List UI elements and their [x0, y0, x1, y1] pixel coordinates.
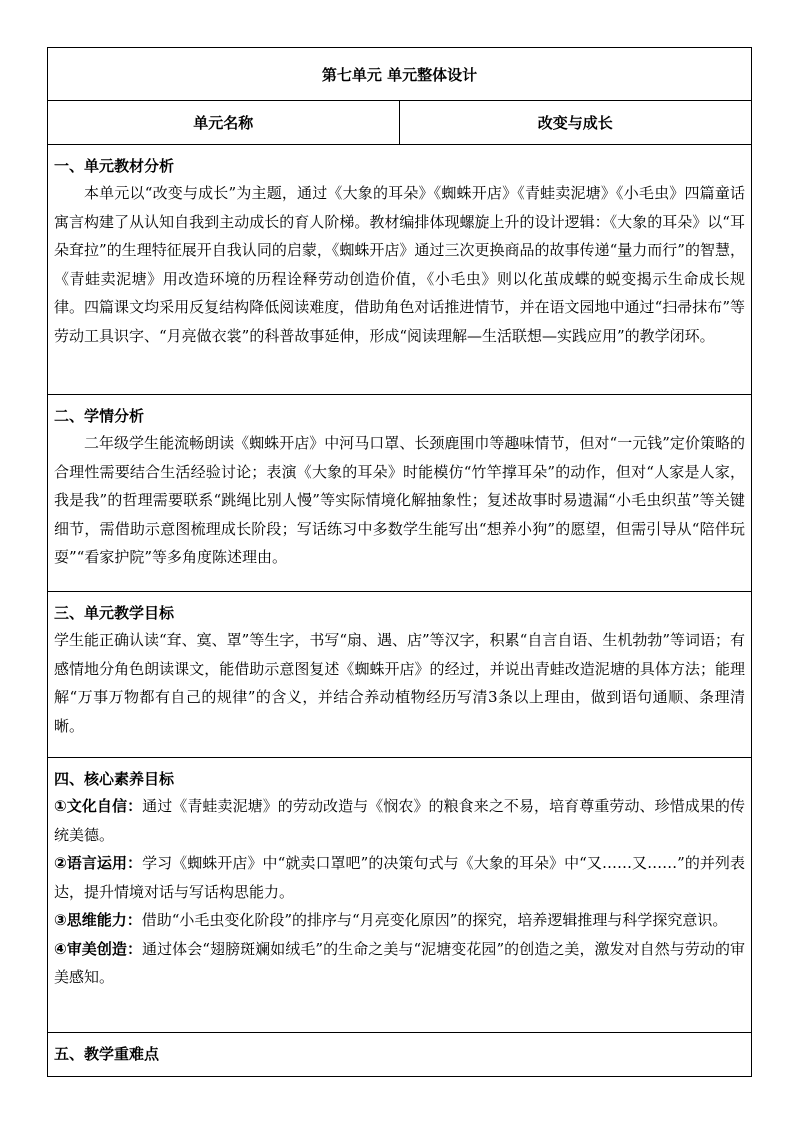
section-core-literacy: [48, 758, 751, 1033]
unit-name-label: 单元名称: [48, 101, 400, 144]
section-heading: 三、单元教学目标: [54, 604, 175, 622]
section-text: 本单元以“改变与成长”为主题，通过《大象的耳朵》《蜘蛛开店》《青蛙卖泥塘》《小毛虫》四篇童话寓言构建了从认知自我到主动成长的育人阶梯。教材编排体现螺旋上升的设计逻辑：《大象的耳朵》以“耳朵耷拉”的生理特征展开自我认同的启蒙，《蜘蛛开店》通过三次更换商品的故事传递“量力而行”的智慧，《青蛙卖泥塘》用改造环境的历程诠释劳动创造价值，《小毛虫》则以化茧成蝶的蜕变揭示生命成长规律。四篇课文均采用反复结构降低阅读难度，借助角色对话推进情节，并在语文园地中通过“扫帚抹布”等劳动工具识字、“月亮做衣裳”的科普故事延伸，形成“阅读理解—生活联想—实践应用”的教学闭环。: [54, 184, 745, 345]
section-heading: 二、学情分析: [54, 407, 145, 425]
section-heading: 五、教学重难点: [54, 1045, 160, 1063]
core-item-2: [54, 849, 745, 906]
design-table: [47, 47, 752, 1077]
core-item-label: ④审美创造：: [54, 939, 143, 958]
core-item-label: ②语言运用：: [54, 854, 143, 872]
core-item-text: 通过《青蛙卖泥塘》的劳动改造与《悯农》的粮食来之不易，培育尊重劳动、珍惜成果的传统美德。: [54, 797, 745, 844]
section-material-analysis: [48, 145, 751, 395]
section-text: 二年级学生能流畅朗读《蜘蛛开店》中河马口罩、长颈鹿围巾等趣味情节，但对“一元钱”定价策略的合理性需要结合生活经验讨论；表演《大象的耳朵》时能模仿“竹竿撑耳朵”的动作，但对“人家是人家，我是我”的哲理需要联系“跳绳比别人慢”等实际情境化解抽象性；复述故事时易遗漏“小毛虫织茧”等关键细节，需借助示意图梳理成长阶段；写话练习中多数学生能写出“想养小狗”的愿望，但需引导从“陪伴玩耍”“看家护院”等多角度陈述理由。: [54, 434, 745, 566]
core-item-text: 学习《蜘蛛开店》中“就卖口罩吧”的决策句式与《大象的耳朵》中“又……又……”的并列表达，提升情境对话与写话构思能力。: [54, 854, 745, 901]
section-teaching-goals: [48, 592, 751, 758]
unit-name-row: [48, 101, 751, 145]
core-item-text: 借助“小毛虫变化阶段”的排序与“月亮变化原因”的探究，培养逻辑推理与科学探究意识。: [141, 911, 728, 929]
core-item-1: [54, 792, 745, 849]
core-item-3: [54, 906, 745, 935]
section-heading: 一、单元教材分析: [54, 157, 175, 175]
section-heading: 四、核心素养目标: [54, 770, 175, 788]
core-item-4: [54, 935, 745, 992]
section-student-analysis: [48, 395, 751, 592]
core-item-label: ①文化自信：: [54, 797, 143, 815]
page-title: 第七单元 单元整体设计: [321, 65, 478, 84]
core-item-text: 通过体会“翅膀斑斓如绒毛”的生命之美与“泥塘变花园”的创造之美，激发对自然与劳动的审美感知。: [54, 939, 746, 986]
section-text: 学生能正确认读“耷、寞、罩”等生字，书写“扇、遇、店”等汉字，积累“自言自语、生机勃勃”等词语；有感情地分角色朗读课文，能借助示意图复述《蜘蛛开店》的经过，并说出青蛙改造泥塘的具体方法；能理解“万事万物都有自己的规律”的含义，并结合养动植物经历写清3条以上理由，做到语句通顺、条理清晰。: [54, 631, 746, 735]
core-item-label: ③思维能力：: [54, 911, 142, 929]
section-key-difficulties: [48, 1033, 751, 1076]
unit-name-value: 改变与成长: [537, 114, 613, 132]
table-title: [48, 48, 751, 101]
